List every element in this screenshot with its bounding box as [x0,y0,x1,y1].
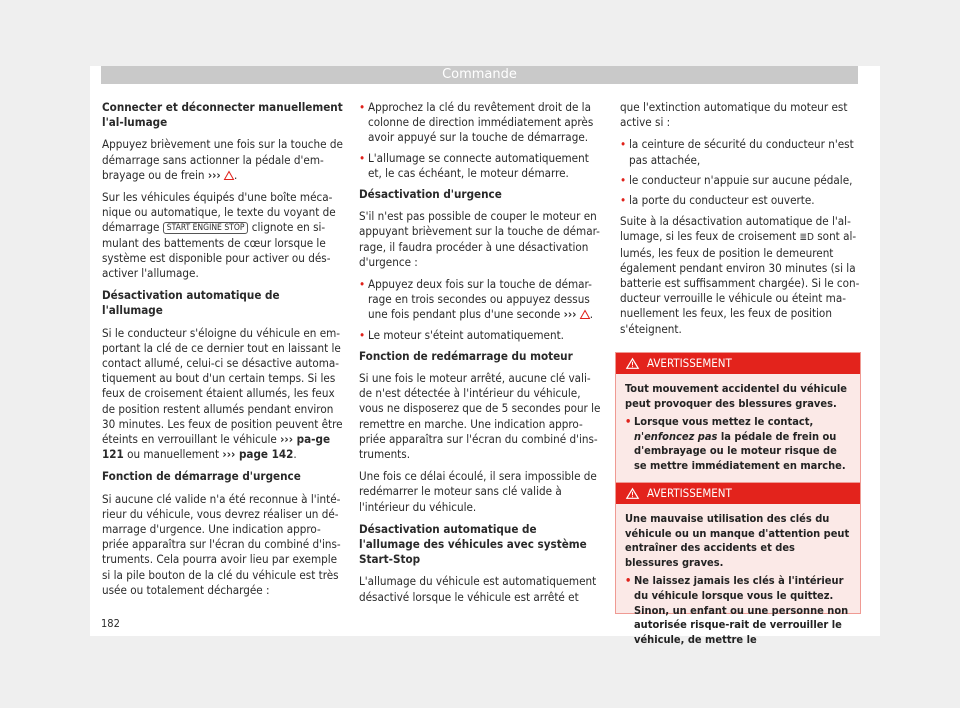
warning-header [616,483,860,504]
paragraph: Si une fois le moteur arrêté, aucune clé vali-de n'est détectée à l'intérieur du véhicule, vous ne disposerez que de 5 secondes pour le remettre en marche. Une indication appro-priée apparaîtra sur l'écran du combiné d'ins-truments. [359,371,601,462]
column-1 [102,100,344,605]
paragraph: S'il n'est pas possible de couper le moteur en appuyant brièvement sur la touche de démar-rage, il faudra procéder à une désactivation d'urgence : [359,209,600,269]
low-beam-icon: ≣D [799,232,814,244]
paragraph: L'allumage du véhicule est automatiquement désactivé lorsque le véhicule est arrêté et [359,574,597,604]
heading-manual-ignition: Connecter et déconnecter manuellement l'al-lumage [102,100,343,130]
list-item: • Appuyez deux fois sur la touche de démar-rage en trois secondes ou appuyez dessus une fois pendant plus d'une seconde ››› . [359,277,594,322]
paragraph: Appuyez brièvement une fois sur la touche de démarrage sans actionner la pédale d'em-brayage ou de frein ››› . [102,137,343,182]
warning-text: Tout mouvement accidentel du véhicule peut provoquer des blessures graves. [625,382,847,410]
arrow-ref-icon: ››› [563,307,577,322]
paragraph: Une fois ce délai écoulé, il sera impossible de redémarrer le moteur sans clé valide à l'intérieur du véhicule. [359,469,597,514]
warning-box [615,352,861,486]
warning-triangle-icon [224,171,234,180]
section-header: Commande [101,66,858,84]
column-3 [620,100,862,344]
list-item: • Ne laissez jamais les clés à l'intérieur du véhicule lorsque vous le quittez. Sinon, un enfant ou une personne non autorisée risque-rait de verrouiller le véhicule, de mettre le [625,574,849,646]
paragraph: Si aucune clé valide n'a été reconnue à l'inté-rieur du véhicule, vous devrez réaliser un dé-marrage d'urgence. Une indication appro-priée apparaîtra sur l'écran du combiné d'ins-truments. Cela pourra avoir lieu par exemple si la pile bouton de la clé du véhicule est très usée ou totalement déchargée : [102,491,341,597]
warning-body [616,374,860,485]
heading-restart: Fonction de redémarrage du moteur [359,348,573,363]
warning-triangle-icon [626,488,639,499]
column-2 [359,100,601,612]
list-item: • la porte du conducteur est ouverte. [620,193,815,208]
warning-text: Une mauvaise utilisation des clés du véhicule ou un manque d'attention peut entraîner des accidents et des blessures graves. [625,512,850,569]
warning-box [615,482,861,646]
list-item: • Lorsque vous mettez le contact, n'enfoncez pas la pédale de frein ou d'embrayage ou le moteur risque de se mettre immédiatement en marche. [625,415,846,472]
page-link[interactable]: ››› page 142 [222,447,294,462]
list-item: • le conducteur n'appuie sur aucune pédale, [620,172,853,187]
paragraph: Sur les véhicules équipés d'une boîte méca-nique ou automatique, le texte du voyant de démarrage START ENGINE STOP clignote en si-mulant des battements de cœur lorsque le système est disponible pour activer ou dés-activer l'allumage. [102,190,336,281]
paragraph: Suite à la désactivation automatique de l'al-lumage, si les feux de croisement ≣D sont al-lumés, les feux de position le demeurent également pendant environ 30 minutes (si la batterie est suffisamment chargée). Si le con-ducteur verrouille le véhicule ou éteint ma-nuellement les feux, les feux de position s'éteignent. [620,214,860,336]
heading-auto-off: Désactivation automatique de l'allumage [102,288,280,318]
warning-triangle-icon [580,310,590,319]
page-link[interactable]: ››› pa-ge 121 [102,432,331,462]
warning-triangle-icon [626,358,639,369]
warning-title: AVERTISSEMENT [647,356,732,370]
list-item: • la ceinture de sécurité du conducteur n'est pas attachée, [620,137,854,167]
start-engine-stop-key: START ENGINE STOP [163,222,249,234]
heading-start-stop: Désactivation automatique de l'allumage des véhicules avec système Start-Stop [359,521,587,567]
heading-emergency-off: Désactivation d'urgence [359,187,502,202]
paragraph: Si le conducteur s'éloigne du véhicule en em-portant la clé de ce dernier tout en laissant le contact allumé, celui-ci se désactive automa-tiquement au bout d'un certain temps. Si les feux de croisement étaient allumés, les feux de position restent allumés pendant environ 30 minutes. Les feux de position peuvent être éteints en verrouillant le véhicule ››› pa-ge 121 ou manuellement ››› page 142. [102,325,343,462]
warning-body [616,504,860,658]
warning-header [616,353,860,374]
list-item: • Le moteur s'éteint automatiquement. [359,327,564,342]
list-item: • L'allumage se connecte automatiquement et, le cas échéant, le moteur démarre. [359,150,589,180]
page-number: 182 [101,617,120,630]
warning-title: AVERTISSEMENT [647,486,732,500]
paragraph: que l'extinction automatique du moteur est active si : [620,100,848,130]
list-item: • Approchez la clé du revêtement droit de la colonne de direction immédiatement après avoir appuyé sur la touche de démarrage. [359,100,594,145]
arrow-ref-icon: ››› [207,167,221,182]
heading-emergency-start: Fonction de démarrage d'urgence [102,469,301,484]
